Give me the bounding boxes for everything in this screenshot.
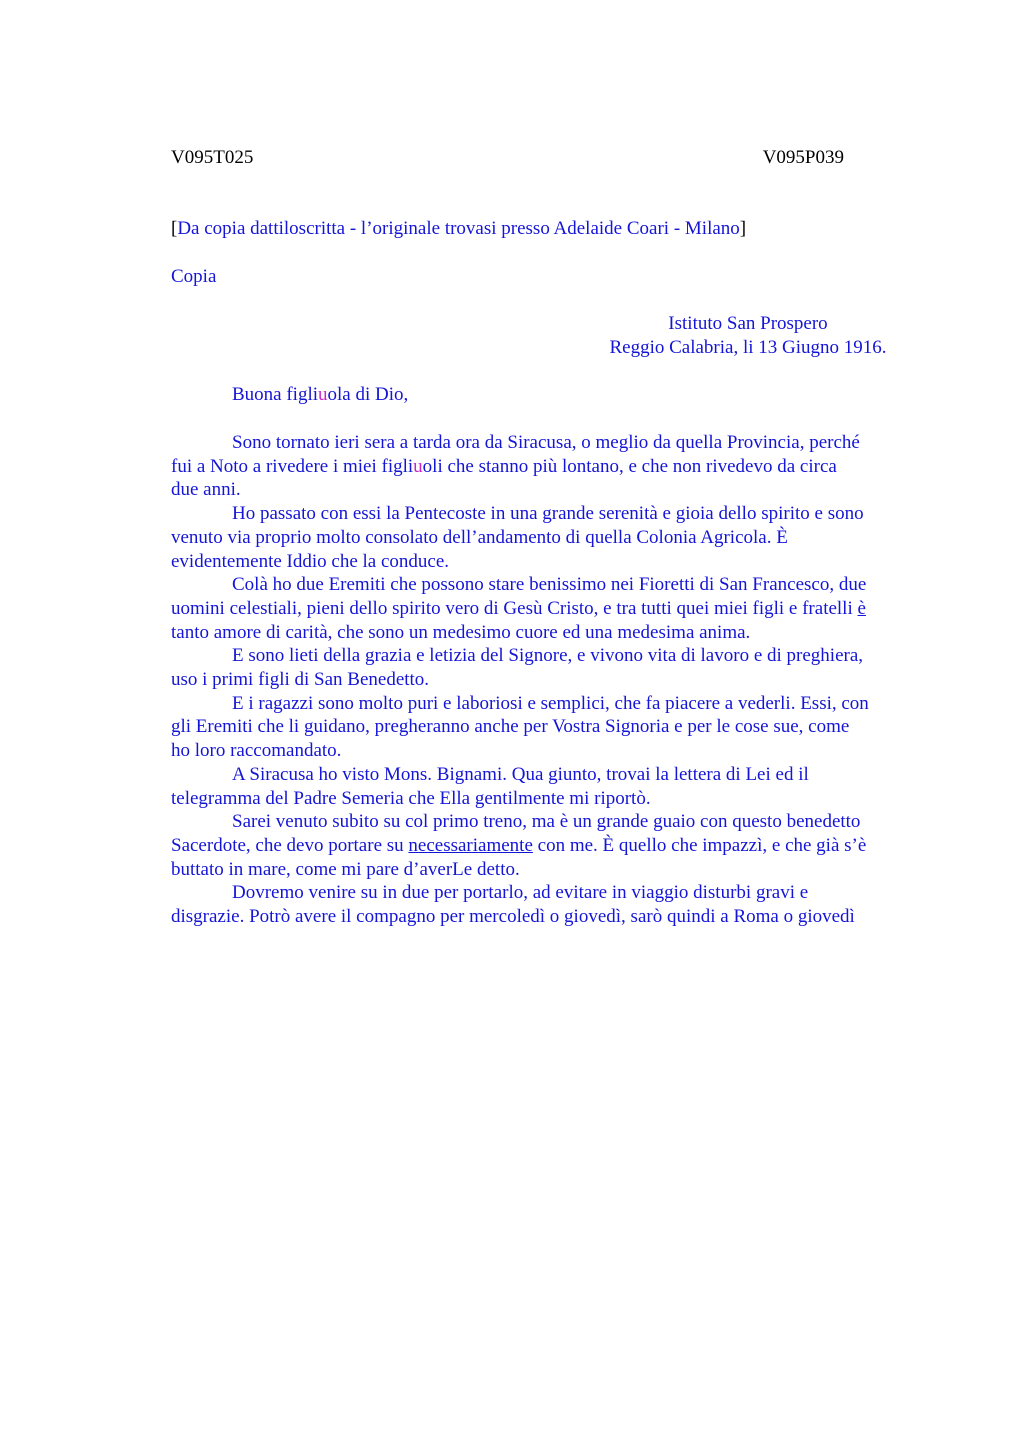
body-line: buttato in mare, come mi pare d’averLe detto. [171, 858, 520, 880]
header-row [171, 146, 931, 170]
salutation [232, 383, 992, 407]
body-line: gli Eremiti che li guidano, pregheranno anche per Vostra Signoria e per le cose sue, come [171, 716, 850, 738]
salutation-part1: Buona figli [232, 384, 319, 405]
body-line: E sono lieti della grazia e letizia del Signore, e vivono vita di lavoro e di preghiera, [232, 645, 864, 667]
body-text: con me. È quello che impazzì, e che già s’è [532, 834, 867, 856]
body-line: due anni. [171, 479, 241, 501]
note-close-bracket: ] [739, 218, 747, 239]
body-line [171, 834, 931, 858]
body-line [171, 597, 931, 621]
left-reference-code: V095T025 [171, 147, 254, 168]
body-text: oli che stanno più lontano, e che non rivedevo da circa [422, 455, 837, 477]
body-line: disgrazie. Potrò avere il compagno per mercoledì o giovedì, sarò quindi a Roma o giovedì [171, 906, 855, 928]
body-line: A Siracusa ho visto Mons. Bignami. Qua giunto, trovai la lettera di Lei ed il [232, 763, 809, 785]
body-line: Colà ho due Eremiti che possono stare benissimo nei Fioretti di San Francesco, due [232, 574, 867, 596]
underlined-word: necessariamente [408, 834, 533, 856]
body-line [171, 455, 931, 479]
right-reference-code: V095P039 [762, 147, 844, 168]
body-text: fui a Noto a rivedere i miei figli [171, 455, 414, 477]
body-line: telegramma del Padre Semeria che Ella gentilmente mi riportò. [171, 787, 651, 809]
body-text: Sacerdote, che devo portare su [171, 834, 409, 856]
salutation-mark: u [318, 384, 328, 405]
underlined-word: è [857, 597, 866, 619]
letter-body [171, 431, 931, 929]
note-text: Da copia dattiloscritta - l’originale trovasi presso Adelaide Coari - Milano [177, 218, 740, 239]
note-open-bracket: [ [171, 218, 178, 239]
source-note [171, 217, 931, 241]
body-line: ho loro raccomandato. [171, 740, 342, 762]
body-line: uso i primi figli di San Benedetto. [171, 669, 430, 691]
address-line-place-date: Reggio Calabria, li 13 Giugno 1916. [609, 336, 887, 358]
body-mark: u [413, 455, 423, 477]
body-line: evidentemente Iddio che la conduce. [171, 550, 450, 572]
body-line: Sono tornato ieri sera a tarda ora da Siracusa, o meglio da quella Provincia, perché [232, 432, 860, 453]
body-line: Dovremo venire su in due per portarlo, ad evitare in viaggio disturbi gravi e [232, 882, 809, 904]
copia-label: Copia [171, 266, 217, 287]
body-text: uomini celestiali, pieni dello spirito vero di Gesù Cristo, e tra tutti quei miei figli e fratelli [171, 597, 858, 619]
body-line: E i ragazzi sono molto puri e laboriosi e semplici, che fa piacere a vederli. Essi, con [232, 692, 869, 714]
body-line: Ho passato con essi la Pentecoste in una grande serenità e gioia dello spirito e sono [232, 503, 864, 525]
body-line: venuto via proprio molto consolato dell’andamento di quella Colonia Agricola. È [171, 526, 788, 548]
body-line: tanto amore di carità, che sono un medesimo cuore ed una medesima anima. [171, 621, 751, 643]
salutation-part2: ola di Dio, [327, 384, 409, 405]
address-line-institute: Istituto San Prospero [668, 313, 828, 334]
address-block [598, 312, 898, 359]
body-line: Sarei venuto subito su col primo treno, ma è un grande guaio con questo benedetto [232, 811, 861, 833]
